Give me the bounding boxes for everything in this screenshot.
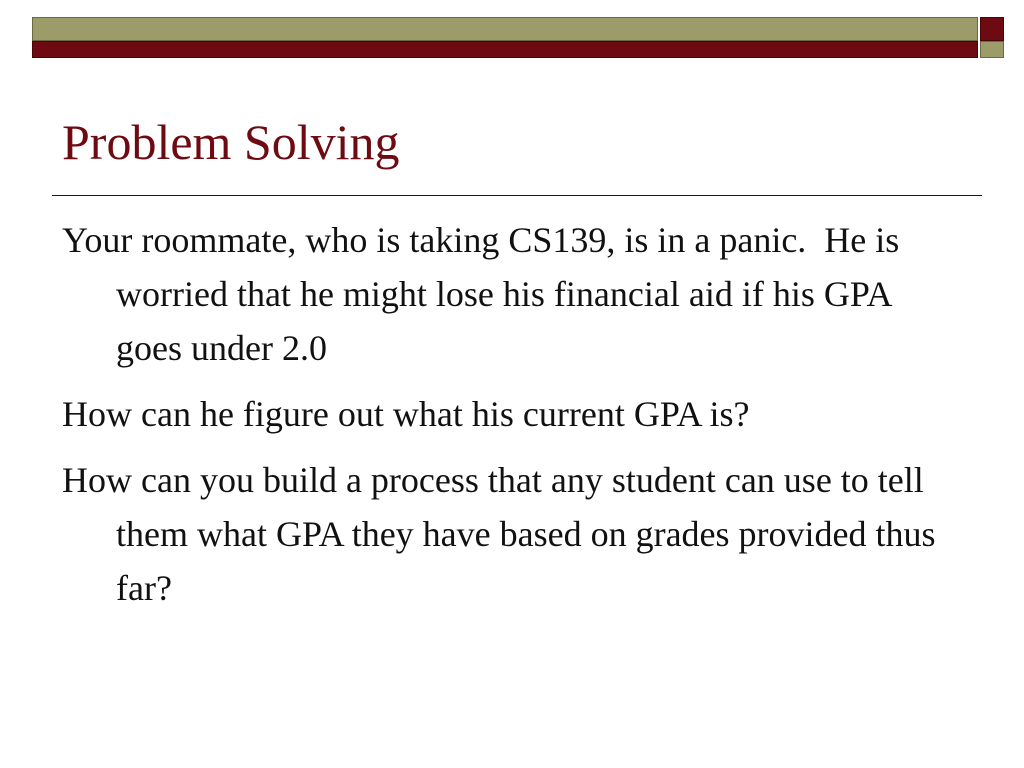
bullet-list (62, 213, 945, 627)
header-band-maroon (32, 41, 978, 58)
header-band-olive (32, 17, 978, 41)
bullet-item-build-process: How can you build a process that any student can use to tell them what GPA they have based on grades provided thus far? (62, 460, 945, 608)
slide-title: Problem Solving (62, 114, 400, 170)
bullet-item-roommate-panic: Your roommate, who is taking CS139, is in a panic. He is worried that he might lose his financial aid if his GPA goes under 2.0 (62, 220, 909, 368)
corner-square-olive (980, 41, 1004, 58)
corner-square-maroon (980, 17, 1004, 41)
bullet-item-current-gpa: How can he figure out what his current GPA is? (62, 394, 750, 434)
title-divider (52, 195, 982, 196)
